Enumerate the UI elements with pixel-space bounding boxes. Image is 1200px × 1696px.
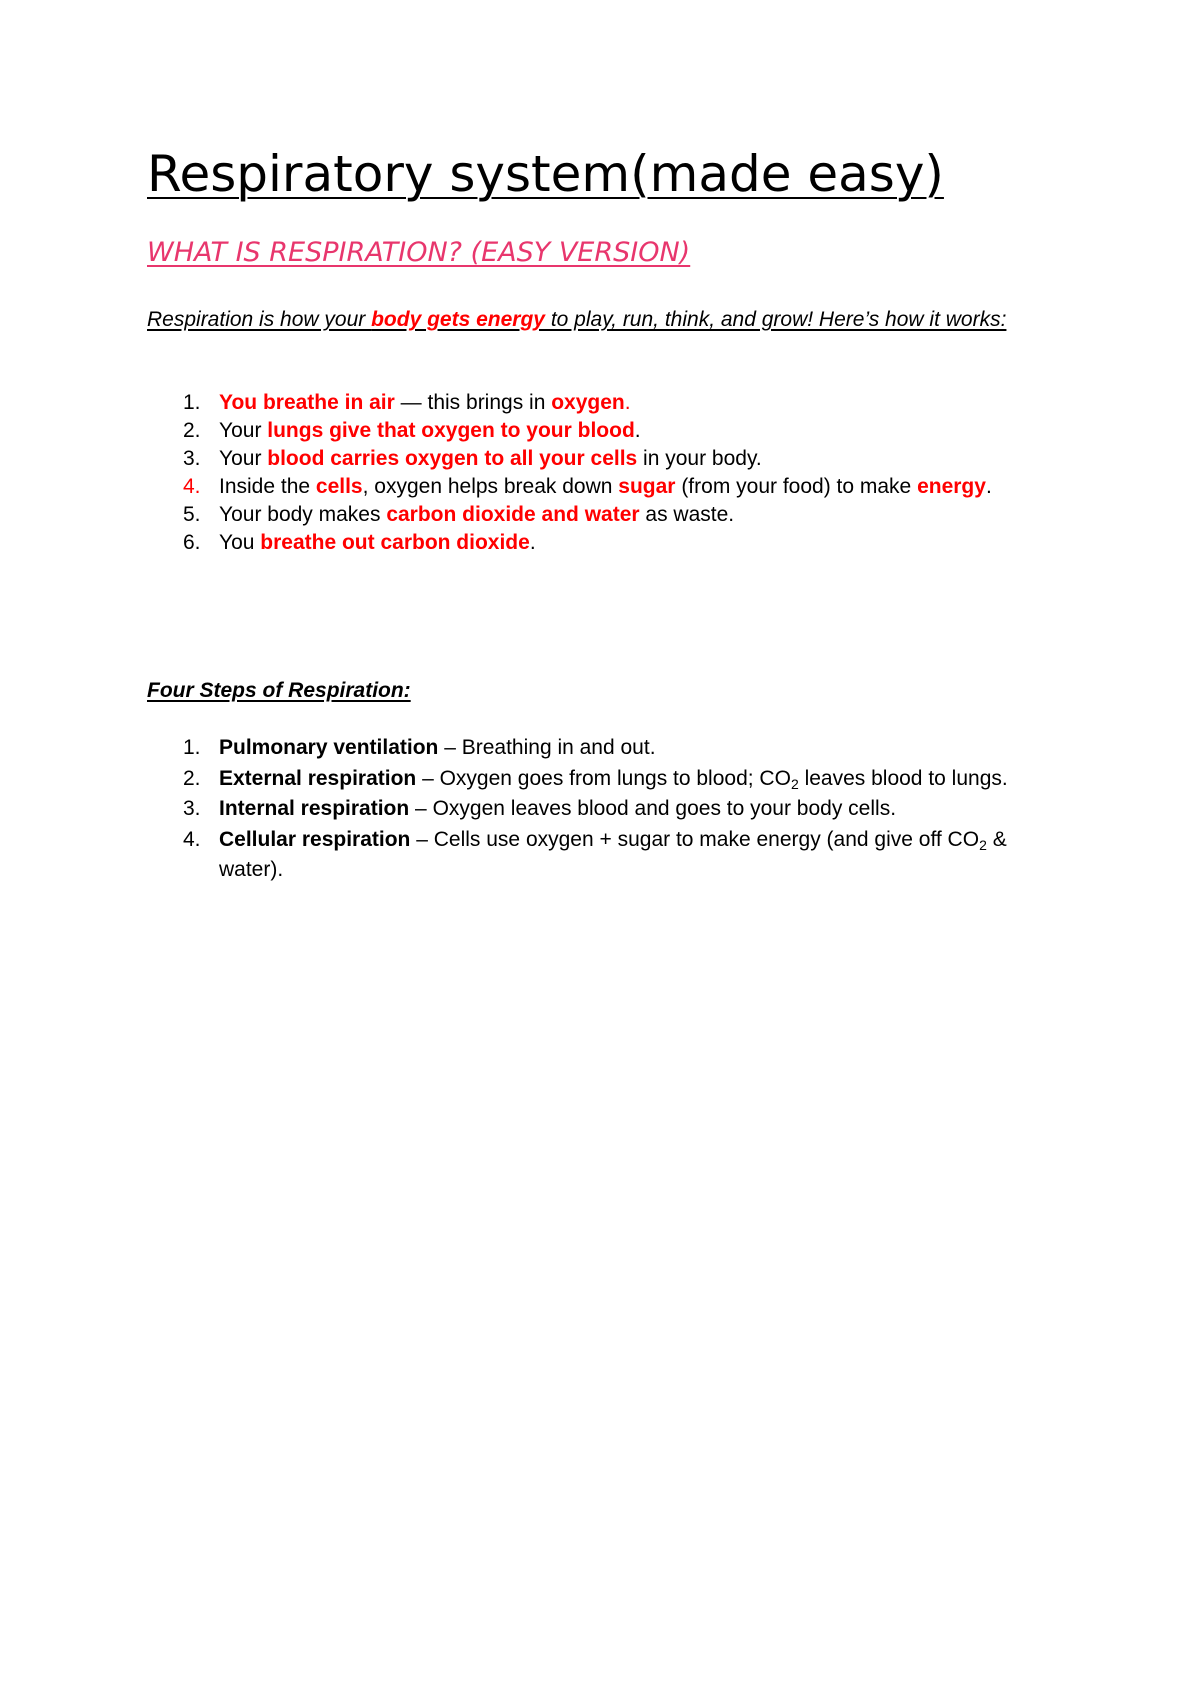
text-segment: – Oxygen goes from lungs to blood; CO bbox=[416, 766, 791, 790]
text-segment: leaves blood to lungs. bbox=[798, 766, 1008, 790]
list-number: 4. bbox=[183, 475, 201, 498]
text-segment: — this brings in bbox=[394, 391, 552, 414]
text-segment: Your bbox=[219, 419, 268, 442]
text-segment: & water). bbox=[219, 827, 1007, 881]
list-item bbox=[147, 501, 1059, 529]
list-number: 4. bbox=[183, 827, 201, 851]
highlighted-text: sugar bbox=[618, 475, 676, 498]
list-item bbox=[147, 825, 1059, 886]
list-number: 1. bbox=[183, 391, 201, 414]
list-item bbox=[147, 473, 1059, 501]
highlighted-text: You breathe in air bbox=[219, 391, 395, 414]
list-number: 5. bbox=[183, 503, 201, 526]
list-item bbox=[147, 529, 1059, 557]
step-term: Pulmonary ventilation bbox=[219, 736, 439, 759]
text-segment: . bbox=[529, 531, 536, 554]
four-steps-list bbox=[147, 733, 1059, 886]
list-item bbox=[147, 417, 1059, 445]
respiration-steps-list bbox=[147, 389, 1059, 557]
text-segment: (from your food) to make bbox=[675, 475, 918, 498]
text-segment: – Breathing in and out. bbox=[438, 736, 656, 759]
list-number: 1. bbox=[183, 736, 201, 759]
text-segment: in your body. bbox=[637, 447, 762, 470]
highlighted-text: blood carries oxygen to all your cells bbox=[267, 447, 638, 470]
step-term: Cellular respiration bbox=[219, 827, 411, 851]
text-segment: Your bbox=[219, 447, 268, 470]
text-segment: . bbox=[985, 475, 992, 498]
text-segment: You bbox=[219, 531, 261, 554]
list-number: 2. bbox=[183, 766, 201, 790]
subscript: 2 bbox=[790, 775, 799, 792]
list-number: 2. bbox=[183, 419, 201, 442]
section-subtitle: WHAT IS RESPIRATION? (EASY VERSION) bbox=[147, 237, 691, 268]
list-item bbox=[147, 445, 1059, 473]
highlighted-text: cells bbox=[315, 475, 363, 498]
highlighted-text: oxygen bbox=[551, 391, 625, 414]
text-segment: . bbox=[634, 419, 641, 442]
list-number: 3. bbox=[183, 447, 201, 470]
text-segment: , oxygen helps break down bbox=[362, 475, 619, 498]
list-number: 6. bbox=[183, 531, 201, 554]
text-segment: Inside the bbox=[219, 475, 316, 498]
list-number: 3. bbox=[183, 797, 201, 820]
highlighted-text: energy bbox=[917, 475, 986, 498]
text-segment: . bbox=[624, 391, 631, 414]
text-segment: as waste. bbox=[639, 503, 735, 526]
highlighted-text: carbon dioxide and water bbox=[386, 503, 640, 526]
four-steps-heading: Four Steps of Respiration: bbox=[147, 679, 411, 702]
highlighted-text: breathe out carbon dioxide bbox=[260, 531, 530, 554]
list-item bbox=[147, 794, 1059, 825]
text-segment: – Oxygen leaves blood and goes to your body cells. bbox=[409, 797, 897, 820]
intro-text-after: to play, run, think, and grow! Here’s how it works: bbox=[545, 308, 1007, 331]
list-item bbox=[147, 389, 1059, 417]
intro-text-before: Respiration is how your bbox=[147, 308, 372, 331]
subscript: 2 bbox=[979, 836, 987, 853]
text-segment: Your body makes bbox=[219, 503, 387, 526]
step-term: External respiration bbox=[219, 766, 417, 790]
intro-highlight: body gets energy bbox=[371, 308, 545, 331]
list-item bbox=[147, 733, 1059, 764]
step-term: Internal respiration bbox=[219, 797, 410, 820]
intro-paragraph bbox=[147, 306, 1067, 334]
text-segment: – Cells use oxygen + sugar to make energy (and give off CO bbox=[410, 827, 980, 851]
highlighted-text: lungs give that oxygen to your blood bbox=[267, 419, 635, 442]
list-item bbox=[147, 764, 1059, 795]
page-title: Respiratory system(made easy) bbox=[147, 145, 944, 203]
